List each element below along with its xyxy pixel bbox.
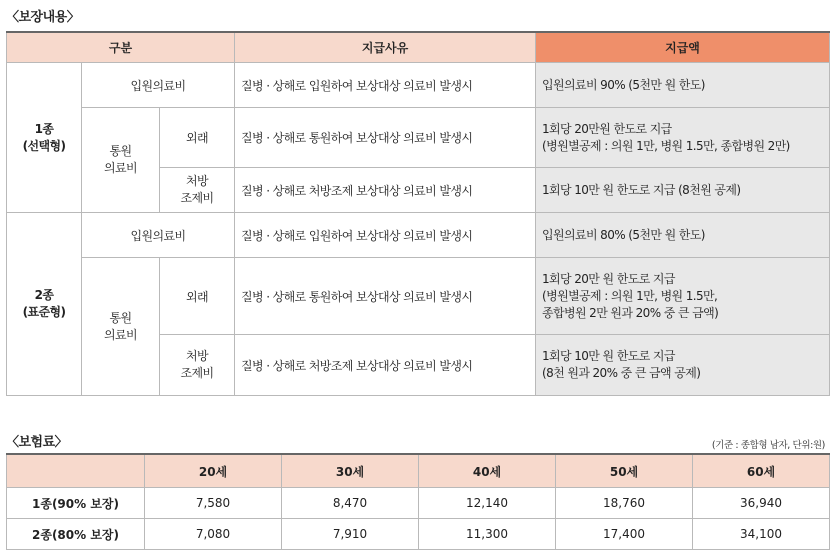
premium-row-label: 1종(90% 보장)	[7, 488, 145, 519]
inpatient-pay: 입원의료비 90% (5천만 원 한도)	[536, 63, 830, 108]
inpatient-pay: 입원의료비 80% (5천만 원 한도)	[536, 213, 830, 258]
outpatient-visit-pay: 1회당 20만 원 한도로 지급 (병원별공제 : 의원 1만, 병원 1.5만, 종합병원 2만 원과 20% 중 큰 금액)	[536, 258, 830, 335]
header-age: 50세	[556, 454, 693, 488]
outpatient-label: 통원 의료비	[82, 258, 160, 396]
premium-value: 12,140	[419, 488, 556, 519]
premium-value: 8,470	[282, 488, 419, 519]
premium-value: 11,300	[419, 519, 556, 550]
premium-value: 7,910	[282, 519, 419, 550]
premium-row-label: 2종(80% 보장)	[7, 519, 145, 550]
prescription-reason: 질병 · 상해로 처방조제 보상대상 의료비 발생시	[235, 335, 536, 396]
premium-value: 7,080	[145, 519, 282, 550]
table-row	[7, 519, 830, 550]
header-reason: 지급사유	[235, 32, 536, 63]
inpatient-label: 입원의료비	[82, 213, 235, 258]
header-amount: 지급액	[536, 32, 830, 63]
table-row	[7, 108, 830, 168]
outpatient-visit-pay: 1회당 20만원 한도로 지급 (병원별공제 : 의원 1만, 병원 1.5만, 종합병원 2만)	[536, 108, 830, 168]
header-blank	[7, 454, 145, 488]
premium-section-title: 〈보험료〉	[6, 435, 68, 450]
plan-name: 1종 (선택형)	[7, 63, 82, 213]
coverage-header-row	[7, 32, 830, 63]
plan-name: 2종 (표준형)	[7, 213, 82, 396]
header-age: 60세	[693, 454, 830, 488]
premium-table	[6, 453, 830, 550]
outpatient-visit-label: 외래	[160, 108, 235, 168]
premium-value: 7,580	[145, 488, 282, 519]
inpatient-reason: 질병 · 상해로 입원하여 보상대상 의료비 발생시	[235, 63, 536, 108]
prescription-label: 처방 조제비	[160, 168, 235, 213]
table-row	[7, 213, 830, 258]
premium-header-row	[7, 454, 830, 488]
prescription-label: 처방 조제비	[160, 335, 235, 396]
coverage-section-title: 〈보장내용〉	[6, 10, 80, 25]
prescription-reason: 질병 · 상해로 처방조제 보상대상 의료비 발생시	[235, 168, 536, 213]
table-row	[7, 63, 830, 108]
header-age: 40세	[419, 454, 556, 488]
prescription-pay: 1회당 10만 원 한도로 지급 (8천 원과 20% 중 큰 금액 공제)	[536, 335, 830, 396]
prescription-pay: 1회당 10만 원 한도로 지급 (8천원 공제)	[536, 168, 830, 213]
table-row	[7, 258, 830, 335]
premium-value: 17,400	[556, 519, 693, 550]
inpatient-reason: 질병 · 상해로 입원하여 보상대상 의료비 발생시	[235, 213, 536, 258]
header-category: 구분	[7, 32, 235, 63]
outpatient-visit-reason: 질병 · 상해로 통원하여 보상대상 의료비 발생시	[235, 258, 536, 335]
premium-value: 18,760	[556, 488, 693, 519]
premium-value: 34,100	[693, 519, 830, 550]
header-age: 30세	[282, 454, 419, 488]
premium-note: (기준 : 종합형 남자, 단위:원)	[711, 440, 825, 451]
outpatient-visit-label: 외래	[160, 258, 235, 335]
outpatient-label: 통원 의료비	[82, 108, 160, 213]
outpatient-visit-reason: 질병 · 상해로 통원하여 보상대상 의료비 발생시	[235, 108, 536, 168]
premium-value: 36,940	[693, 488, 830, 519]
header-age: 20세	[145, 454, 282, 488]
inpatient-label: 입원의료비	[82, 63, 235, 108]
coverage-table	[6, 31, 830, 396]
table-row	[7, 488, 830, 519]
